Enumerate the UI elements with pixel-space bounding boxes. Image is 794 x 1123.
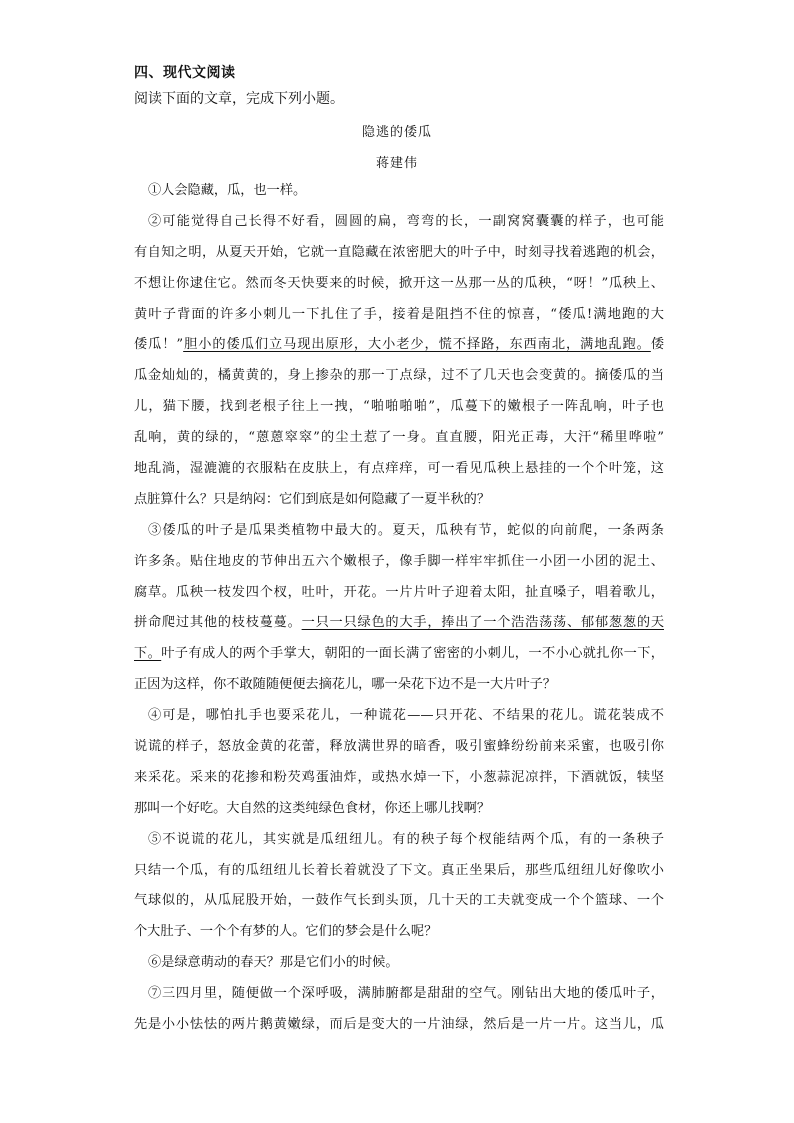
paragraph-3-line: ③倭瓜的叶子是瓜果类植物中最大的。夏天，瓜秧有节，蛇似的向前爬，一条两条: [148, 522, 664, 538]
article-body: [134, 176, 664, 1041]
underlined-sentence: 一只一只绿色的大手，捧出了一个浩浩荡荡、郁郁葱葱的天: [301, 615, 664, 631]
paragraph-6-line: ⑥是绿意萌动的春天？那是它们小的时候。: [148, 955, 399, 971]
paragraph-4-line: 说谎的样子，怒放金黄的花蕾，释放满世界的暗香，吸引蜜蜂纷纷前来采蜜，也吸引你: [134, 739, 664, 755]
paragraph-7-line: ⑦三四月里，随便做一个深呼吸，满肺腑都是甜甜的空气。刚钻出大地的倭瓜叶子，: [148, 986, 664, 1002]
paragraph-3-line: 正因为这样，你不敢随随便便去摘花儿，哪一朵花下边不是一大片叶子？: [134, 677, 556, 693]
paragraph-2-line: 地乱淌，湿漉漉的衣服粘在皮肤上，有点痒痒，可一看见瓜秧上悬挂的一个个叶笼，这: [134, 461, 664, 477]
paragraph-2-line: 黄叶子背面的许多小刺儿一下扎住了手，接着是阻挡不住的惊喜，“倭瓜!满地跑的大: [134, 306, 664, 322]
paragraph-5-line: 只结一个瓜，有的瓜纽纽儿长着长着就没了下文。真正坐果后，那些瓜纽纽儿好像吹小: [134, 862, 664, 878]
paragraph-5-line: ⑤不说谎的花儿，其实就是瓜纽纽儿。有的秧子每个杈能结两个瓜，有的一条秧子: [148, 831, 664, 847]
article-title: 隐逃的倭瓜: [361, 125, 432, 140]
paragraph-7-line: 先是小小怯怯的两片鹅黄嫩绿，而后是变大的一片油绿，然后是一片一片。这当儿，瓜: [134, 1017, 664, 1033]
underlined-sentence: 胆小的倭瓜们立马现出原形，大小老少，慌不择路，东西南北，满地乱跑。: [183, 337, 651, 353]
paragraph-3-line: [134, 639, 664, 670]
reading-instruction: 阅读下面的文章，完成下列小题。: [134, 91, 344, 107]
paragraph-2-line: ②可能觉得自己长得不好看，圆圆的扁，弯弯的长，一副窝窝囊囊的样子，也可能: [148, 213, 664, 229]
paragraph-5-line: 气球似的，从瓜屁股开始，一鼓作气长到头顶，几十天的工夫就变成一个个篮球、一个: [134, 893, 664, 909]
text-segment: 叶子有成人的两个手掌大，朝阳的一面长满了密密的小刺儿，一不小心就扎你一下，: [161, 646, 664, 662]
paragraph-4-line: 来采花。采来的花掺和粉芡鸡蛋油炸，或热水焯一下，小葱蒜泥凉拌，下酒就饭，犊坚: [134, 769, 664, 785]
paragraph-2-line: 点脏算什么？只是纳闷：它们到底是如何隐藏了一夏半秋的？: [134, 491, 491, 507]
paragraph-2-line: 儿，猫下腰，找到老根子往上一拽，“啪啪啪啪”，瓜蔓下的嫩根子一阵乱响，叶子也: [134, 399, 664, 415]
paragraph-5-line: 个大肚子、一个个有梦的人。它们的梦会是什么呢？: [134, 924, 438, 940]
paragraph-2-line: 瓜金灿灿的，橘黄黄的，身上掺杂的那一丁点绿，过不了几天也会变黄的。摘倭瓜的当: [134, 368, 664, 384]
paragraph-2-line: 乱响，黄的绿的，“蒽蒽窣窣”的尘土惹了一身。直直腰，阳光正毒，大汗“稀里哗啦”: [134, 430, 664, 446]
paragraph-3-line: 许多条。贴住地皮的节伸出五六个嫩根子，像手脚一样牢牢抓住一小团一小团的泥土、: [134, 553, 664, 569]
section-heading: 四、现代文阅读: [134, 65, 236, 81]
text-segment: 倭瓜！”: [134, 337, 184, 353]
paragraph-1-line: ①人会隐藏，瓜，也一样。: [148, 183, 307, 198]
text-segment: 拼命爬过其他的枝枝蔓蔓。: [134, 615, 302, 631]
paragraph-2-line: 不想让你逮住它。然而冬天快要来的时候，掀开这一丛那一丛的瓜秧，“呀！”瓜秧上、: [134, 275, 664, 291]
text-segment: 倭: [650, 337, 664, 353]
paragraph-2-line: 有自知之明，从夏天开始，它就一直隐藏在浓密肥大的叶子中，时刻寻找着逃跑的机会，: [134, 244, 664, 260]
underlined-sentence-end: 下。: [134, 646, 162, 662]
paragraph-2-line: [134, 330, 664, 361]
article-author: 蒋建伟: [375, 156, 418, 171]
paragraph-4-line: ④可是，哪怕扎手也要采花儿，一种谎花——只开花、不结果的花儿。谎花装成不: [148, 708, 664, 724]
paragraph-4-line: 那叫一个好吃。大自然的这类纯绿色食材，你还上哪儿找啊？: [134, 800, 491, 816]
paragraph-3-line: [134, 608, 664, 639]
paragraph-3-line: 腐草。瓜秧一枝发四个杈，吐叶，开花。一片片叶子迎着太阳，扯直嗓子，唱着歌儿，: [134, 584, 664, 600]
